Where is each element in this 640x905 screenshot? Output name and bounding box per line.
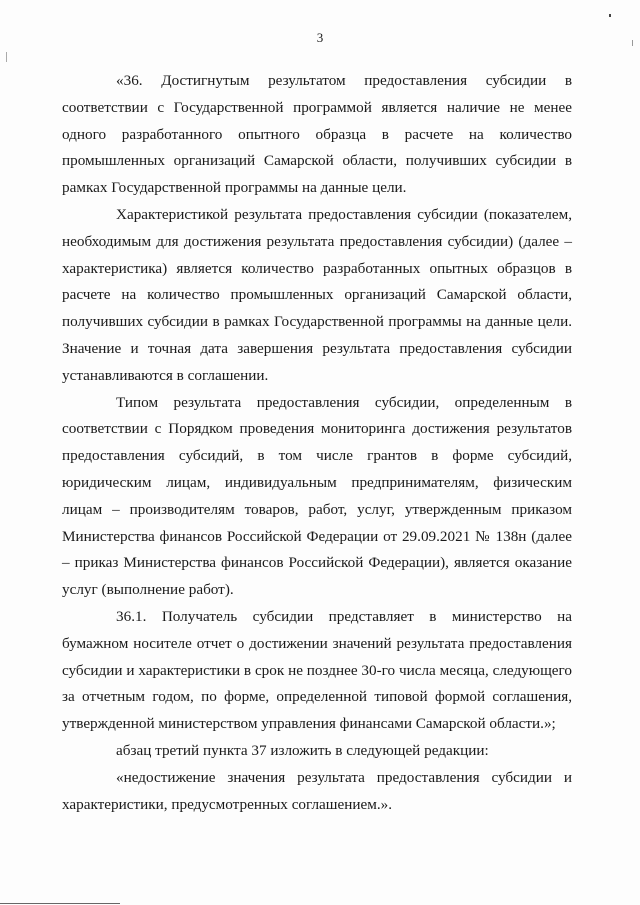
- paragraph-36-1: 36.1. Получатель субсидии представляет в министерство на бумажном носителе отчет о достижении значений результата предоставления субсидии и характеристики в срок не позднее 30-го числа месяца, следующего за отчетным годом, по форме, определенной типовой формой соглашения, утвержденной министерством управления финансами Самарской области.»;: [62, 607, 572, 733]
- paragraph-result-type: Типом результата предоставления субсидии, определенным в соответствии с Порядком проведения мониторинга достижения результатов предоставления субсидий, в том числе грантов в форме субсидий, юридическим лицам, индивидуальным предпринимателям, физическим лицам – производителям товаров, работ, услуг, утвержденным приказом Министерства финансов Российской Федерации от 29.09.2021 № 138н (далее – приказ Министерства финансов Российской Федерации), является оказание услуг (выполнение работ).: [62, 393, 572, 599]
- paragraph-36: «36. Достигнутым результатом предоставления субсидии в соответствии с Государственной программой является наличие не менее одного разработанного опытного образца в расчете на количество промышленных организаций Самарской области, получивших субсидии в рамках Государственной программы на данные цели.: [62, 72, 572, 197]
- paragraph-characteristic: Характеристикой результата предоставления субсидии (показателем, необходимым для достижения результата предоставления субсидии) (далее – характеристика) является количество разработанных опытных образцов в расчете на количество промышленных организаций Самарской области, получивших субсидии в рамках Государственной программы на данные цели. Значение и точная дата завершения результата предоставления субсидии устанавливаются в соглашении.: [62, 205, 572, 384]
- scan-mark-left-edge: [6, 52, 7, 62]
- page-number: 3: [316, 30, 324, 45]
- paragraph-amendment-intro: абзац третий пункта 37 изложить в следующей редакции:: [116, 741, 489, 759]
- scan-mark-top-right: [609, 14, 611, 17]
- document-body: [62, 68, 572, 818]
- paragraph-amendment-text: «недостижение значения результата предоставления субсидии и характеристики, предусмотренных соглашением.».: [62, 768, 572, 813]
- scan-bottom-line: [0, 903, 120, 904]
- scan-mark-right-edge: [632, 40, 633, 46]
